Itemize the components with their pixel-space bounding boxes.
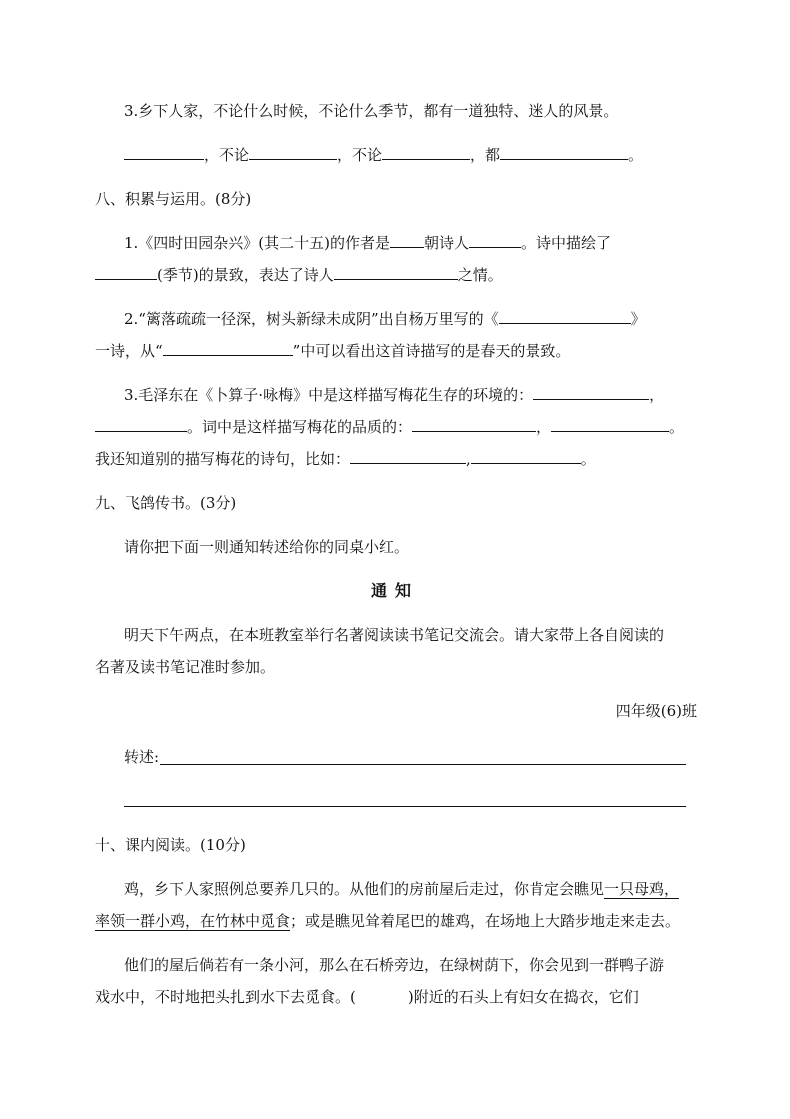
reading-text: 鸡，乡下人家照例总要养几只的。从他们的房前屋后走过，你肯定会瞧见 bbox=[124, 880, 605, 898]
section8-q2-line2 bbox=[95, 341, 570, 361]
question-text: 一诗，从“ bbox=[95, 342, 163, 360]
answer-blank[interactable] bbox=[382, 145, 470, 160]
answer-blank[interactable] bbox=[500, 145, 628, 160]
pattern-text: ，不论 bbox=[337, 146, 383, 164]
answer-blank[interactable] bbox=[249, 145, 337, 160]
underlined-phrase: 率领一群小鸡，在竹林中觅食 bbox=[95, 912, 291, 930]
section8-q2-line1 bbox=[124, 309, 646, 329]
reading-p2-line1: 他们的屋后倘若有一条小河，那么在石桥旁边，在绿树荫下，你会见到一群鸭子游 bbox=[124, 956, 665, 974]
question-text: 。诗中描绘了 bbox=[521, 234, 612, 252]
question-text: , bbox=[466, 450, 471, 468]
reading-text: )附近的石头上有妇女在捣衣，它们 bbox=[407, 988, 639, 1006]
pattern-text: 。 bbox=[628, 146, 644, 164]
section8-q1-line2 bbox=[95, 265, 503, 285]
answer-blank[interactable] bbox=[471, 449, 581, 464]
answer-blank[interactable] bbox=[469, 233, 521, 248]
section8-q3-line2 bbox=[95, 417, 684, 437]
question-text: ”中可以看出这首诗描写的是春天的景致。 bbox=[292, 342, 571, 360]
notice-title: 通知 bbox=[370, 581, 419, 600]
question-text: 。 bbox=[669, 418, 685, 436]
answer-blank[interactable] bbox=[350, 449, 466, 464]
answer-blank[interactable] bbox=[334, 265, 458, 280]
notice-signature: 四年级(6)班 bbox=[615, 702, 697, 720]
reading-p1-line2 bbox=[95, 911, 680, 931]
answer-blank[interactable] bbox=[499, 309, 631, 324]
section8-q3-line1 bbox=[124, 385, 664, 405]
answer-blank[interactable] bbox=[412, 417, 536, 432]
notice-body-line2: 名著及读书笔记准时参加。 bbox=[95, 658, 276, 676]
answer-blank[interactable] bbox=[390, 233, 424, 248]
question-text: ， bbox=[536, 418, 552, 436]
question-text: 》 bbox=[630, 310, 646, 328]
question-text: ， bbox=[649, 386, 665, 404]
answer-blank[interactable] bbox=[95, 265, 157, 280]
reading-p1-line1 bbox=[124, 879, 679, 899]
section8-q1-line1 bbox=[124, 233, 611, 253]
reading-text: 戏水中，不时地把头扎到水下去觅食。( bbox=[95, 988, 356, 1006]
retell-answer-line-1[interactable] bbox=[160, 764, 686, 765]
answer-blank[interactable] bbox=[551, 417, 669, 432]
pattern-text: ，不论 bbox=[204, 146, 250, 164]
question-text: 3.毛泽东在《卜算子·咏梅》中是这样描写梅花生存的环境的： bbox=[124, 386, 534, 404]
answer-blank[interactable] bbox=[95, 417, 187, 432]
q7-item3-pattern bbox=[124, 145, 643, 165]
notice-body-line1: 明天下午两点，在本班教室举行名著阅读读书笔记交流会。请大家带上各自阅读的 bbox=[124, 626, 665, 644]
answer-blank[interactable] bbox=[124, 145, 204, 160]
underlined-phrase: 一只母鸡， bbox=[604, 880, 680, 898]
question-text: 我还知道别的描写梅花的诗句，比如： bbox=[95, 450, 351, 468]
question-text: 1.《四时田园杂兴》(其二十五)的作者是 bbox=[124, 234, 391, 252]
question-text: 之情。 bbox=[457, 266, 503, 284]
answer-blank[interactable] bbox=[163, 341, 293, 356]
section9-instruction: 请你把下面一则通知转述给你的同桌小红。 bbox=[124, 538, 410, 556]
pattern-text: ，都 bbox=[470, 146, 501, 164]
section8-q3-line3 bbox=[95, 449, 596, 469]
answer-blank[interactable] bbox=[533, 385, 649, 400]
q7-item3-sentence: 3.乡下人家，不论什么时候，不论什么季节，都有一道独特、迷人的风景。 bbox=[124, 102, 619, 120]
question-text: 2.“篱落疏疏一径深，树头新绿未成阴”出自杨万里写的《 bbox=[124, 310, 499, 328]
reading-p2-line2 bbox=[95, 987, 639, 1007]
question-text: 。词中是这样描写梅花的品质的： bbox=[187, 418, 413, 436]
retell-answer-line-2[interactable] bbox=[124, 806, 686, 807]
question-text: 朝诗人 bbox=[424, 234, 470, 252]
question-text: 。 bbox=[580, 450, 596, 468]
section10-heading: 十、课内阅读。(10分) bbox=[95, 836, 246, 854]
section8-heading: 八、积累与运用。(8分) bbox=[95, 190, 252, 208]
section9-heading: 九、飞鸽传书。(3分) bbox=[95, 494, 237, 512]
retell-label: 转述: bbox=[124, 748, 160, 766]
reading-text: ；或是瞧见耸着尾巴的雄鸡，在场地上大踏步地走来走去。 bbox=[290, 912, 681, 930]
question-text: (季节)的景致，表达了诗人 bbox=[157, 266, 334, 284]
